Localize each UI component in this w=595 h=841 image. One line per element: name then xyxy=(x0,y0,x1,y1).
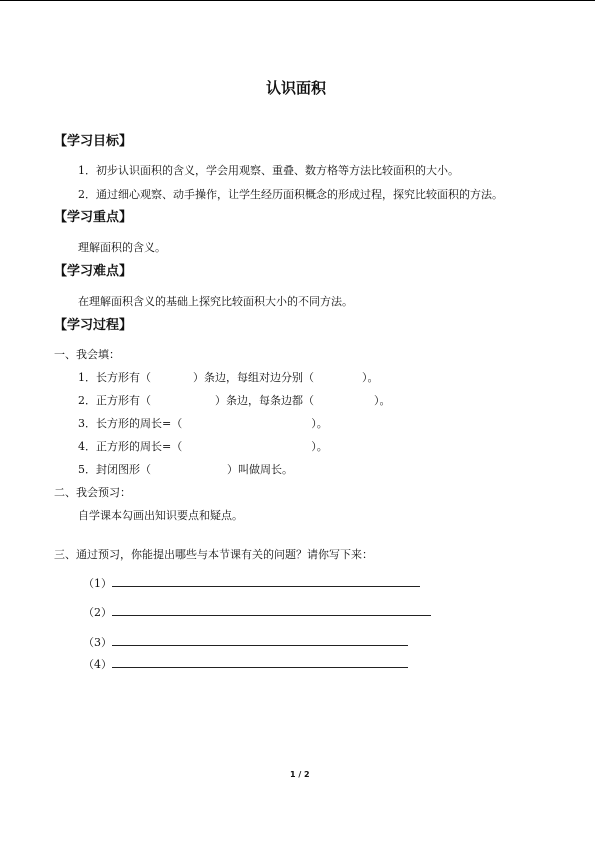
q2-text-c: ）。 xyxy=(374,394,391,407)
q1-text-a: 1．长方形有（ xyxy=(78,371,151,384)
part2-label: 二、我会预习： xyxy=(54,486,131,499)
process-heading: 【学习过程】 xyxy=(54,318,133,333)
answer-line-2 xyxy=(83,607,431,618)
q1-text-b: ）条边，每组对边分别（ xyxy=(193,371,314,384)
answer-2-input[interactable] xyxy=(112,607,431,616)
q5-text-a: 5．封闭图形（ xyxy=(78,463,151,476)
difficulty-text: 在理解面积含义的基础上探究比较面积大小的不同方法。 xyxy=(78,295,353,308)
key-points-heading: 【学习重点】 xyxy=(54,210,133,225)
goal-item-2: 2．通过细心观察、动手操作，让学生经历面积概念的形成过程，探究比较面积的方法。 xyxy=(78,188,503,201)
answer-1-input[interactable] xyxy=(112,578,420,587)
q3-text-a: 3．长方形的周长=（ xyxy=(78,417,183,430)
fill-question-4 xyxy=(78,441,328,452)
q5-text-b: ）叫做周长。 xyxy=(227,463,293,476)
part3-label: 三、通过预习，你能提出哪些与本节课有关的问题？请你写下来： xyxy=(54,548,373,561)
goal-item-1: 1．初步认识面积的含义，学会用观察、重叠、数方格等方法比较面积的大小。 xyxy=(78,164,459,177)
answer-4-input[interactable] xyxy=(112,659,408,668)
part1-label: 一、我会填： xyxy=(54,348,120,361)
fill-question-5 xyxy=(78,464,293,475)
goals-heading: 【学习目标】 xyxy=(54,134,133,149)
answer-2-label: （2） xyxy=(83,606,112,619)
top-border-line xyxy=(0,0,595,1)
answer-line-4 xyxy=(83,659,408,670)
answer-1-label: （1） xyxy=(83,577,112,590)
fill-question-1 xyxy=(78,372,379,383)
q4-text-b: ）。 xyxy=(311,440,328,453)
key-points-text: 理解面积的含义。 xyxy=(78,241,166,254)
answer-3-label: （3） xyxy=(83,636,112,649)
q1-text-c: ）。 xyxy=(362,371,379,384)
q2-text-b: ）条边，每条边都（ xyxy=(215,394,314,407)
page-number: 1 / 2 xyxy=(290,770,310,779)
q3-text-b: ）。 xyxy=(311,417,328,430)
fill-question-3 xyxy=(78,418,328,429)
answer-line-1 xyxy=(83,578,420,589)
answer-3-input[interactable] xyxy=(112,637,408,646)
page-title: 认识面积 xyxy=(266,79,327,97)
answer-line-3 xyxy=(83,637,408,648)
fill-question-2 xyxy=(78,395,391,406)
difficulty-heading: 【学习难点】 xyxy=(54,264,133,279)
part2-text: 自学课本勾画出知识要点和疑点。 xyxy=(78,509,243,522)
q4-text-a: 4．正方形的周长=（ xyxy=(78,440,183,453)
answer-4-label: （4） xyxy=(83,658,112,671)
q2-text-a-real: 2．正方形有（ xyxy=(78,394,151,407)
